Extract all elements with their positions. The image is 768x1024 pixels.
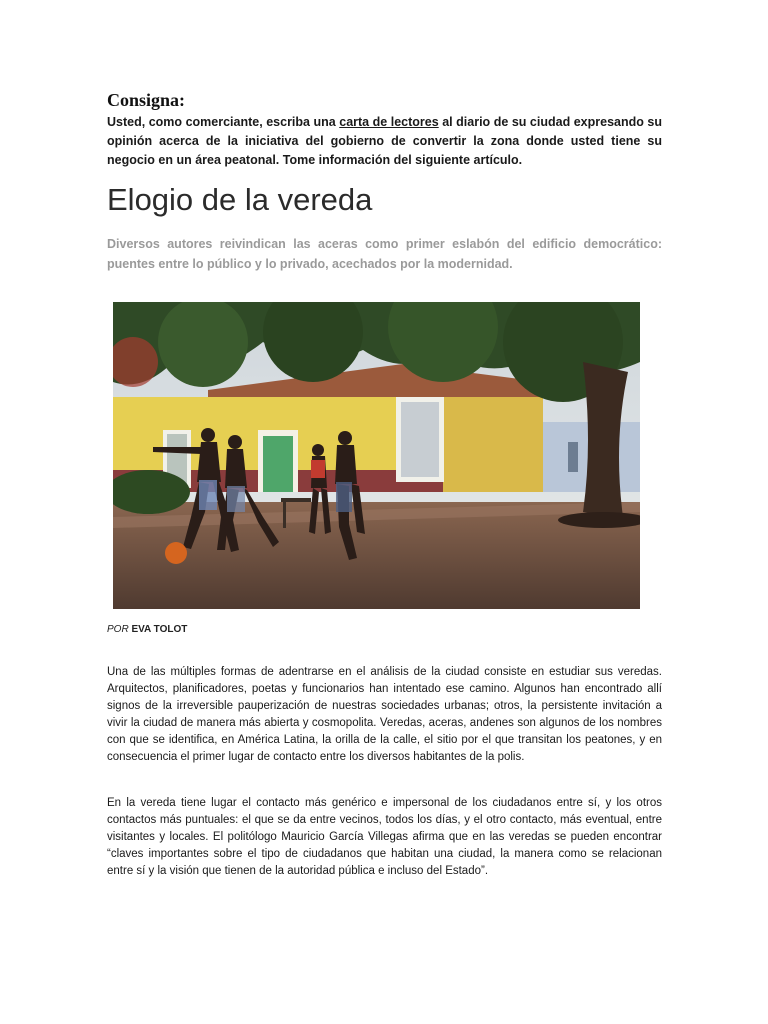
consigna-text-after: al diario de su ciudad expresando su opinión acerca de la iniciativa del gobierno de convertir la zona donde usted tiene su negocio en un área peatonal. Tome información del siguiente artículo. <box>107 115 662 167</box>
byline-prefix: POR <box>107 624 129 635</box>
article-photo <box>113 302 640 609</box>
street-football-photo <box>113 302 640 609</box>
article-paragraph-1: Una de las múltiples formas de adentrarse en el análisis de la ciudad consiste en estudiar sus veredas. Arquitectos, planificadores, poetas y funcionarios han intentado ese camino. Algunos han encontrado allí signos de la irreversible pauperización de nuestras sociedades urbanas; otros, la persistente invitación a vivir la ciudad de manera más abierta y cosmopolita. Veredas, aceras, andenes son algunos de los nombres con que se identifica, en América Latina, la orilla de la calle, el sitio por el que transitan los peatones, y en consecuencia el primer lugar de contacto entre los diversos habitantes de la polis. <box>107 666 662 763</box>
article-paragraph-2: En la vereda tiene lugar el contacto más genérico e impersonal de los ciudadanos entre sí, y los otros contactos más puntuales: el que se da entre vecinos, todos los días, y el otro contacto, más eventual, entre visitantes y locales. El politólogo Mauricio García Villegas afirma que en las veredas se pueden encontrar “claves importantes sobre el tipo de ciudadanos que habitan una ciudad, la manera como se relacionan entre sí y la visión que tienen de la autoridad pública e incluso del Estado”. <box>107 797 662 877</box>
consigna-text <box>107 113 662 170</box>
article-title: Elogio de la vereda <box>107 182 373 217</box>
author-name: EVA TOLOT <box>131 624 188 635</box>
carta-de-lectores-link[interactable]: carta de lectores <box>339 115 439 129</box>
byline <box>107 624 187 635</box>
consigna-text-before: Usted, como comerciante, escriba una <box>107 115 340 129</box>
article-subtitle: Diversos autores reivindican las aceras como primer eslabón del edificio democrático: puentes entre lo público y lo privado, acechados por la modernidad. <box>107 237 662 271</box>
consigna-heading: Consigna: <box>107 90 186 110</box>
